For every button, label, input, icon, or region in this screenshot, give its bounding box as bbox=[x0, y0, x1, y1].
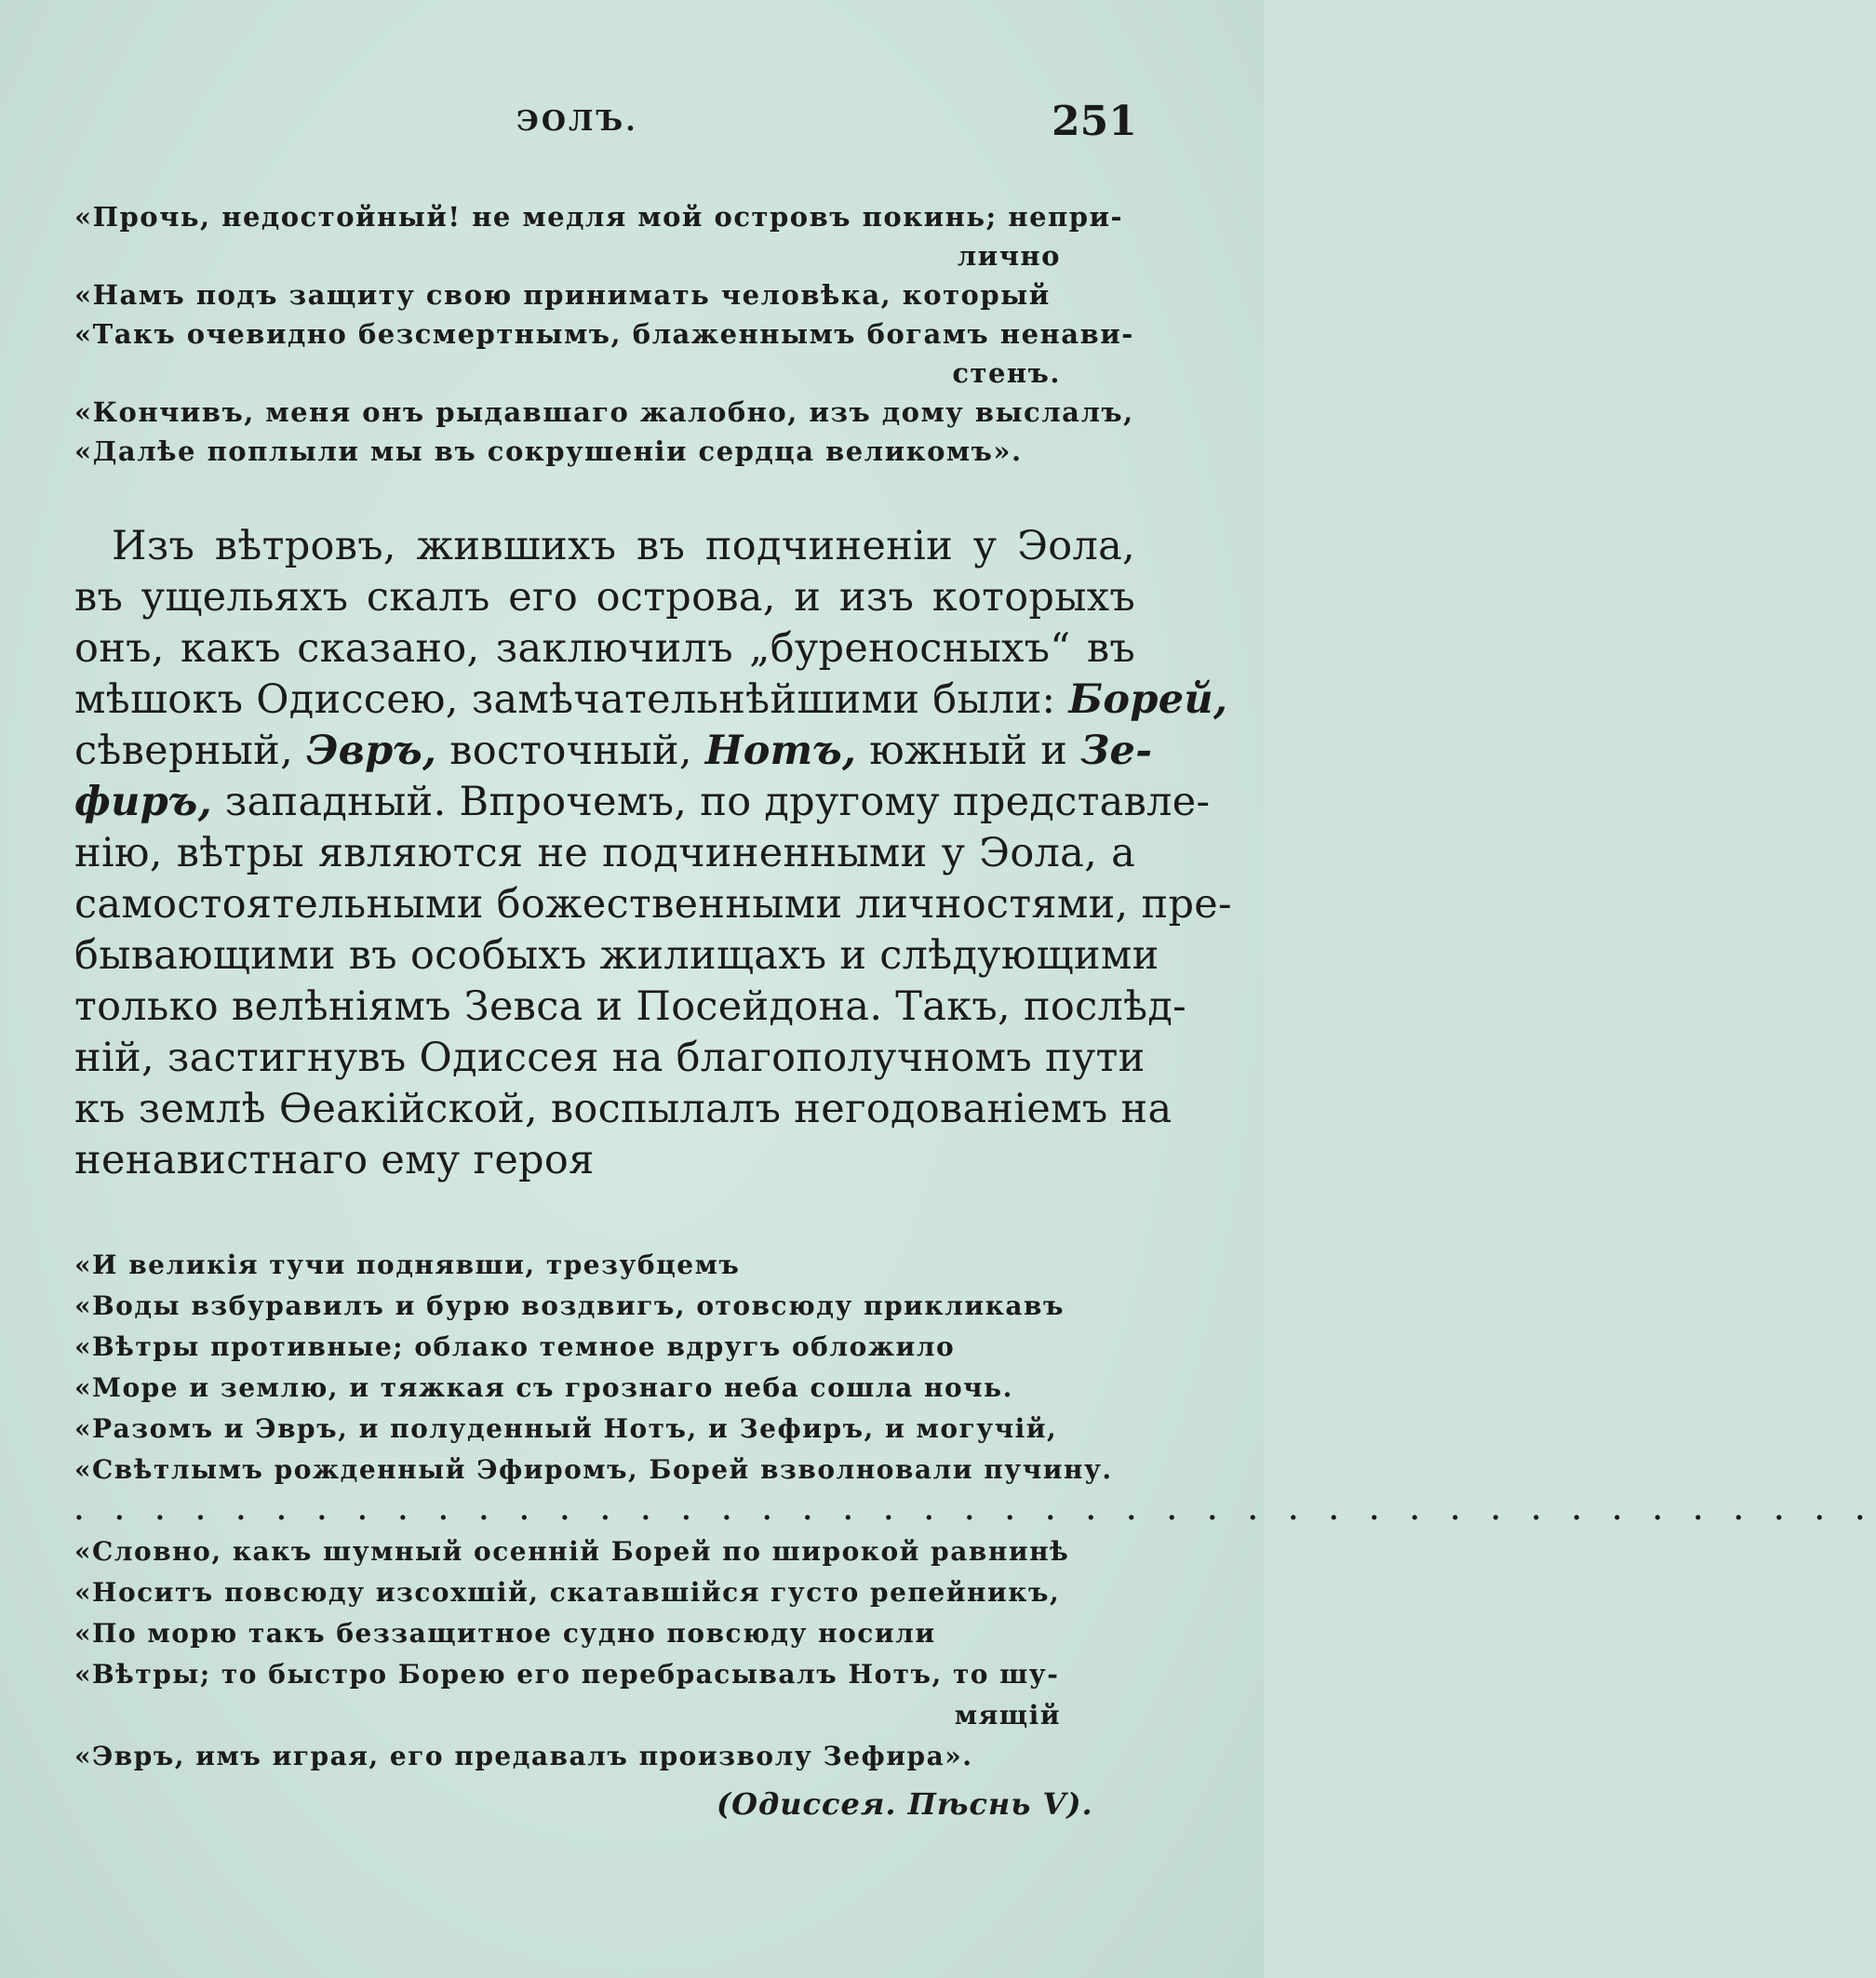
prose-line: самостоятельными божественными личностями, пре- bbox=[74, 881, 1232, 928]
page-number: 251 bbox=[1052, 98, 1137, 145]
verse-line: «Носитъ повсюду изсохшій, скатавшійся густо репейникъ, bbox=[74, 1577, 1061, 1608]
prose-line: нію, вѣтры являются не подчиненными у Эола, а bbox=[74, 830, 1135, 876]
verse-line: «Море и землю, и тяжкая съ грознаго неба сошла ночь. bbox=[74, 1372, 1013, 1403]
wind-name-not: Нотъ, bbox=[704, 728, 857, 774]
prose-line: ненавистнаго ему героя bbox=[74, 1137, 595, 1183]
verse-quote-2 bbox=[74, 1245, 1876, 1777]
prose-line: бывающими въ особыхъ жилищахъ и слѣдующими bbox=[74, 932, 1159, 979]
verse-line-continuation: стенъ. bbox=[952, 357, 1061, 389]
prose-text: западный. Впрочемъ, по другому представле- bbox=[211, 779, 1211, 825]
verse-line: «И великія тучи поднявши, трезубцемъ bbox=[74, 1250, 741, 1280]
running-head: ЭОЛЪ. bbox=[516, 105, 638, 138]
source-attribution: (Одиссея. Пѣснь V). bbox=[717, 1786, 1093, 1822]
ellipsis-separator: . . . . . . . . . . . . . . . . . . . . . . . . . . . . . . . . . . . . . . . . . . . . . bbox=[74, 1495, 1876, 1526]
verse-line: «Такъ очевидно безсмертнымъ, блаженнымъ богамъ ненави- bbox=[74, 318, 1134, 350]
prose-paragraph bbox=[74, 521, 1232, 1186]
prose-line bbox=[74, 726, 1153, 777]
verse-line-continuation: мящій bbox=[954, 1700, 1061, 1731]
verse-line: «Намъ подъ защиту свою принимать человѣка, который bbox=[74, 279, 1051, 311]
prose-text: сѣверный, bbox=[74, 728, 307, 774]
wind-name-evr: Эвръ, bbox=[306, 728, 437, 774]
verse-line: «Разомъ и Эвръ, и полуденный Нотъ, и Зефиръ, и могучій, bbox=[74, 1413, 1058, 1444]
wind-name-zefir-part2: фиръ, bbox=[74, 779, 212, 825]
verse-line: «Воды взбуравилъ и бурю воздвигъ, отовсюду прикликавъ bbox=[74, 1290, 1065, 1321]
prose-line: къ землѣ Ѳеакійской, воспылалъ негодованіемъ на bbox=[74, 1086, 1172, 1132]
verse-line: «Далѣе поплыли мы въ сокрушеніи сердца великомъ». bbox=[74, 435, 1023, 467]
prose-line bbox=[74, 675, 1228, 726]
verse-line: «Вѣтры противные; облако темное вдругъ обложило bbox=[74, 1331, 956, 1362]
verse-line-continuation: лично bbox=[957, 240, 1061, 272]
verse-line: «Прочь, недостойный! не медля мой островъ покинь; непри- bbox=[74, 201, 1124, 233]
page-header bbox=[0, 98, 1264, 154]
prose-text: восточный, bbox=[436, 728, 705, 774]
verse-line: «Кончивъ, меня онъ рыдавшаго жалобно, изъ дому выслалъ, bbox=[74, 396, 1134, 428]
wind-name-borey: Борей, bbox=[1068, 676, 1228, 723]
verse-line: «Словно, какъ шумный осенній Борей по широкой равнинѣ bbox=[74, 1536, 1070, 1567]
prose-line bbox=[74, 777, 1211, 828]
verse-line: «По морю такъ беззащитное судно повсюду носили bbox=[74, 1618, 936, 1649]
prose-line: Изъ вѣтровъ, жившихъ въ подчиненіи у Эола, bbox=[112, 523, 1135, 569]
verse-line: «Свѣтлымъ рожденный Эфиромъ, Борей взволновали пучину. bbox=[74, 1454, 1113, 1485]
prose-line: въ ущельяхъ скалъ его острова, и изъ которыхъ bbox=[74, 574, 1135, 621]
verse-line: «Вѣтры; то быстро Борею его перебрасывалъ Нотъ, то шу- bbox=[74, 1659, 1060, 1690]
prose-line: онъ, какъ сказано, заключилъ „буреносныхъ“ въ bbox=[74, 625, 1135, 672]
prose-text: мѣшокъ Одиссею, замѣчательнѣйшими были: bbox=[74, 676, 1069, 723]
prose-line: ній, застигнувъ Одиссея на благополучномъ пути bbox=[74, 1035, 1146, 1081]
wind-name-zefir-part1: Зе- bbox=[1080, 728, 1153, 774]
prose-text: южный и bbox=[856, 728, 1081, 774]
verse-line: «Эвръ, имъ играя, его предавалъ произволу Зефира». bbox=[74, 1741, 973, 1771]
prose-line: только велѣніямъ Зевса и Посейдона. Такъ, послѣд- bbox=[74, 983, 1186, 1030]
verse-quote-1 bbox=[74, 197, 1135, 471]
